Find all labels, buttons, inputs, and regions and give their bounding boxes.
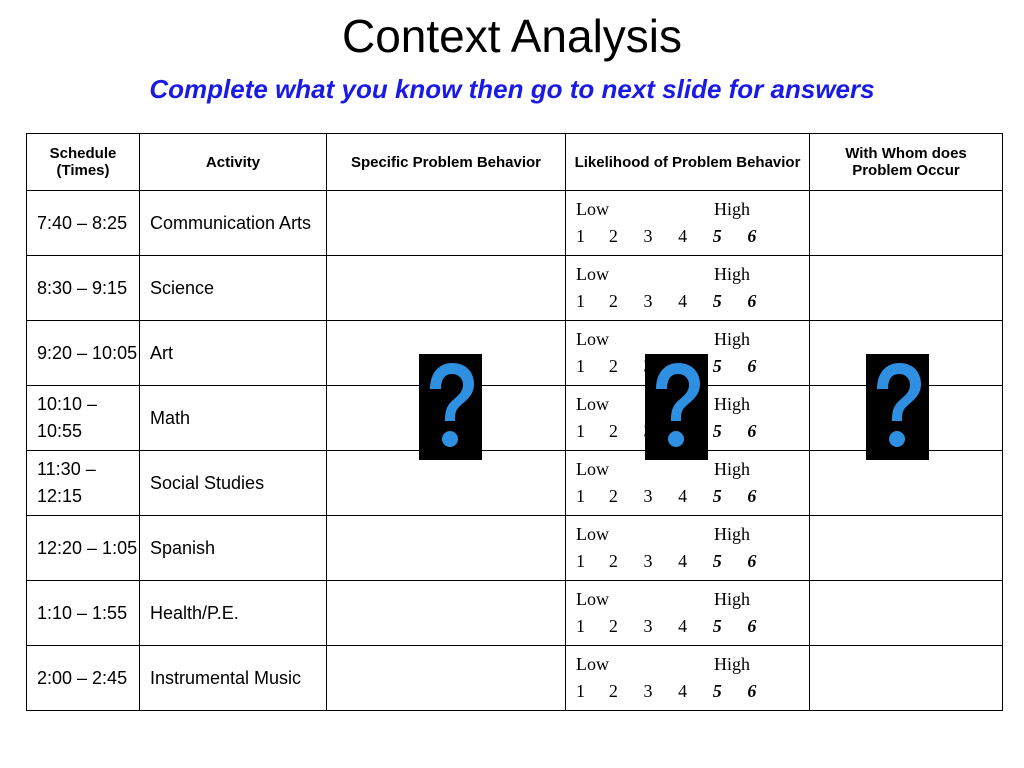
- header-likelihood: Likelihood of Problem Behavior: [566, 134, 810, 191]
- scale-high-label: High: [714, 199, 750, 219]
- activity-cell: Science: [140, 256, 327, 321]
- likelihood-scale-numbers: [576, 613, 782, 640]
- scale-number: 6: [747, 486, 757, 506]
- scale-number: 2: [608, 551, 618, 571]
- slide-subtitle: Complete what you know then go to next slide for answers: [149, 74, 875, 104]
- scale-low-label: Low: [576, 589, 609, 609]
- likelihood-scale-numbers: [576, 678, 782, 705]
- with-whom-cell[interactable]: [810, 581, 1003, 646]
- header-row: [27, 134, 1003, 191]
- scale-number: 2: [608, 421, 618, 441]
- scale-high-label: High: [714, 589, 750, 609]
- table-row: [27, 516, 1003, 581]
- question-mark-overlay: [866, 354, 929, 460]
- schedule-time-cell: 12:20 – 1:05: [27, 516, 140, 581]
- question-mark-overlay: [645, 354, 708, 460]
- schedule-time-cell: 11:30 – 12:15: [27, 451, 140, 516]
- likelihood-scale-labels: [576, 261, 782, 288]
- scale-number: 4: [678, 681, 688, 701]
- activity-cell: Health/P.E.: [140, 581, 327, 646]
- schedule-time-cell: 7:40 – 8:25: [27, 191, 140, 256]
- scale-number: 2: [608, 356, 618, 376]
- scale-high-label: High: [714, 264, 750, 284]
- schedule-time-cell: 2:00 – 2:45: [27, 646, 140, 711]
- activity-cell: Art: [140, 321, 327, 386]
- with-whom-cell[interactable]: [810, 451, 1003, 516]
- scale-number: 3: [643, 291, 653, 311]
- likelihood-cell[interactable]: [566, 451, 810, 516]
- table-row: [27, 191, 1003, 256]
- specific-problem-behavior-cell[interactable]: [327, 646, 566, 711]
- scale-number: 1: [576, 226, 585, 246]
- likelihood-cell[interactable]: [566, 191, 810, 256]
- scale-high-label: High: [714, 654, 750, 674]
- scale-number: 1: [576, 486, 585, 506]
- scale-number: 1: [576, 291, 585, 311]
- scale-number: 5: [712, 486, 722, 506]
- header-schedule: Schedule (Times): [27, 134, 140, 191]
- likelihood-scale-labels: [576, 196, 782, 223]
- scale-number: 5: [712, 681, 722, 701]
- scale-number: 2: [608, 616, 618, 636]
- scale-number: 4: [678, 616, 688, 636]
- scale-low-label: Low: [576, 199, 609, 219]
- likelihood-scale-numbers: [576, 223, 782, 250]
- question-mark-icon: [871, 359, 925, 455]
- likelihood-scale-labels: [576, 326, 782, 353]
- likelihood-cell[interactable]: [566, 581, 810, 646]
- scale-high-label: High: [714, 524, 750, 544]
- with-whom-cell[interactable]: [810, 646, 1003, 711]
- scale-number: 2: [608, 681, 618, 701]
- scale-number: 4: [678, 291, 688, 311]
- scale-number: 6: [747, 421, 757, 441]
- with-whom-cell[interactable]: [810, 191, 1003, 256]
- scale-number: 6: [747, 291, 757, 311]
- likelihood-scale-numbers: [576, 483, 782, 510]
- activity-cell: Communication Arts: [140, 191, 327, 256]
- likelihood-scale-labels: [576, 521, 782, 548]
- scale-number: 6: [747, 616, 757, 636]
- scale-number: 3: [643, 681, 653, 701]
- header-with-whom: With Whom does Problem Occur: [810, 134, 1003, 191]
- likelihood-cell[interactable]: [566, 516, 810, 581]
- schedule-time-cell: 1:10 – 1:55: [27, 581, 140, 646]
- likelihood-scale-labels: [576, 586, 782, 613]
- specific-problem-behavior-cell[interactable]: [327, 256, 566, 321]
- scale-number: 3: [643, 486, 653, 506]
- scale-high-label: High: [714, 459, 750, 479]
- scale-low-label: Low: [576, 329, 609, 349]
- schedule-time-cell: 8:30 – 9:15: [27, 256, 140, 321]
- scale-number: 3: [643, 616, 653, 636]
- activity-cell: Spanish: [140, 516, 327, 581]
- scale-number: 4: [678, 486, 688, 506]
- schedule-time-cell: 9:20 – 10:05: [27, 321, 140, 386]
- scale-low-label: Low: [576, 459, 609, 479]
- scale-number: 5: [712, 421, 722, 441]
- slide-title: Context Analysis: [341, 10, 683, 62]
- scale-number: 5: [712, 616, 722, 636]
- scale-high-label: High: [714, 329, 750, 349]
- scale-number: 1: [576, 551, 585, 571]
- specific-problem-behavior-cell[interactable]: [327, 451, 566, 516]
- scale-number: 6: [747, 551, 757, 571]
- scale-number: 5: [712, 291, 722, 311]
- table-row: [27, 451, 1003, 516]
- header-specific-problem-behavior: Specific Problem Behavior: [327, 134, 566, 191]
- scale-high-label: High: [714, 394, 750, 414]
- likelihood-scale-numbers: [576, 288, 782, 315]
- question-mark-overlay: [419, 354, 482, 460]
- scale-number: 1: [576, 616, 585, 636]
- table-row: [27, 646, 1003, 711]
- specific-problem-behavior-cell[interactable]: [327, 191, 566, 256]
- scale-number: 2: [608, 486, 618, 506]
- specific-problem-behavior-cell[interactable]: [327, 581, 566, 646]
- activity-cell: Social Studies: [140, 451, 327, 516]
- question-mark-icon: [424, 359, 478, 455]
- likelihood-scale-numbers: [576, 548, 782, 575]
- table-row: [27, 321, 1003, 386]
- scale-number: 5: [712, 551, 722, 571]
- with-whom-cell[interactable]: [810, 256, 1003, 321]
- scale-low-label: Low: [576, 524, 609, 544]
- schedule-time-cell: 10:10 – 10:55: [27, 386, 140, 451]
- scale-number: 2: [608, 226, 618, 246]
- likelihood-cell[interactable]: [566, 256, 810, 321]
- scale-low-label: Low: [576, 654, 609, 674]
- scale-number: 1: [576, 421, 585, 441]
- context-analysis-table: [26, 133, 1003, 711]
- scale-number: 6: [747, 226, 757, 246]
- specific-problem-behavior-cell[interactable]: [327, 516, 566, 581]
- scale-number: 1: [576, 681, 585, 701]
- activity-cell: Instrumental Music: [140, 646, 327, 711]
- scale-number: 5: [712, 356, 722, 376]
- scale-number: 3: [643, 551, 653, 571]
- scale-low-label: Low: [576, 394, 609, 414]
- question-mark-icon: [650, 359, 704, 455]
- scale-low-label: Low: [576, 264, 609, 284]
- scale-number: 2: [608, 291, 618, 311]
- scale-number: 1: [576, 356, 585, 376]
- scale-number: 4: [678, 551, 688, 571]
- table-row: [27, 386, 1003, 451]
- scale-number: 6: [747, 356, 757, 376]
- likelihood-cell[interactable]: [566, 646, 810, 711]
- scale-number: 5: [712, 226, 722, 246]
- scale-number: 3: [643, 226, 653, 246]
- likelihood-scale-labels: [576, 456, 782, 483]
- scale-number: 4: [678, 226, 688, 246]
- table-row: [27, 581, 1003, 646]
- scale-number: 6: [747, 681, 757, 701]
- with-whom-cell[interactable]: [810, 516, 1003, 581]
- header-activity: Activity: [140, 134, 327, 191]
- table-row: [27, 256, 1003, 321]
- likelihood-scale-labels: [576, 651, 782, 678]
- activity-cell: Math: [140, 386, 327, 451]
